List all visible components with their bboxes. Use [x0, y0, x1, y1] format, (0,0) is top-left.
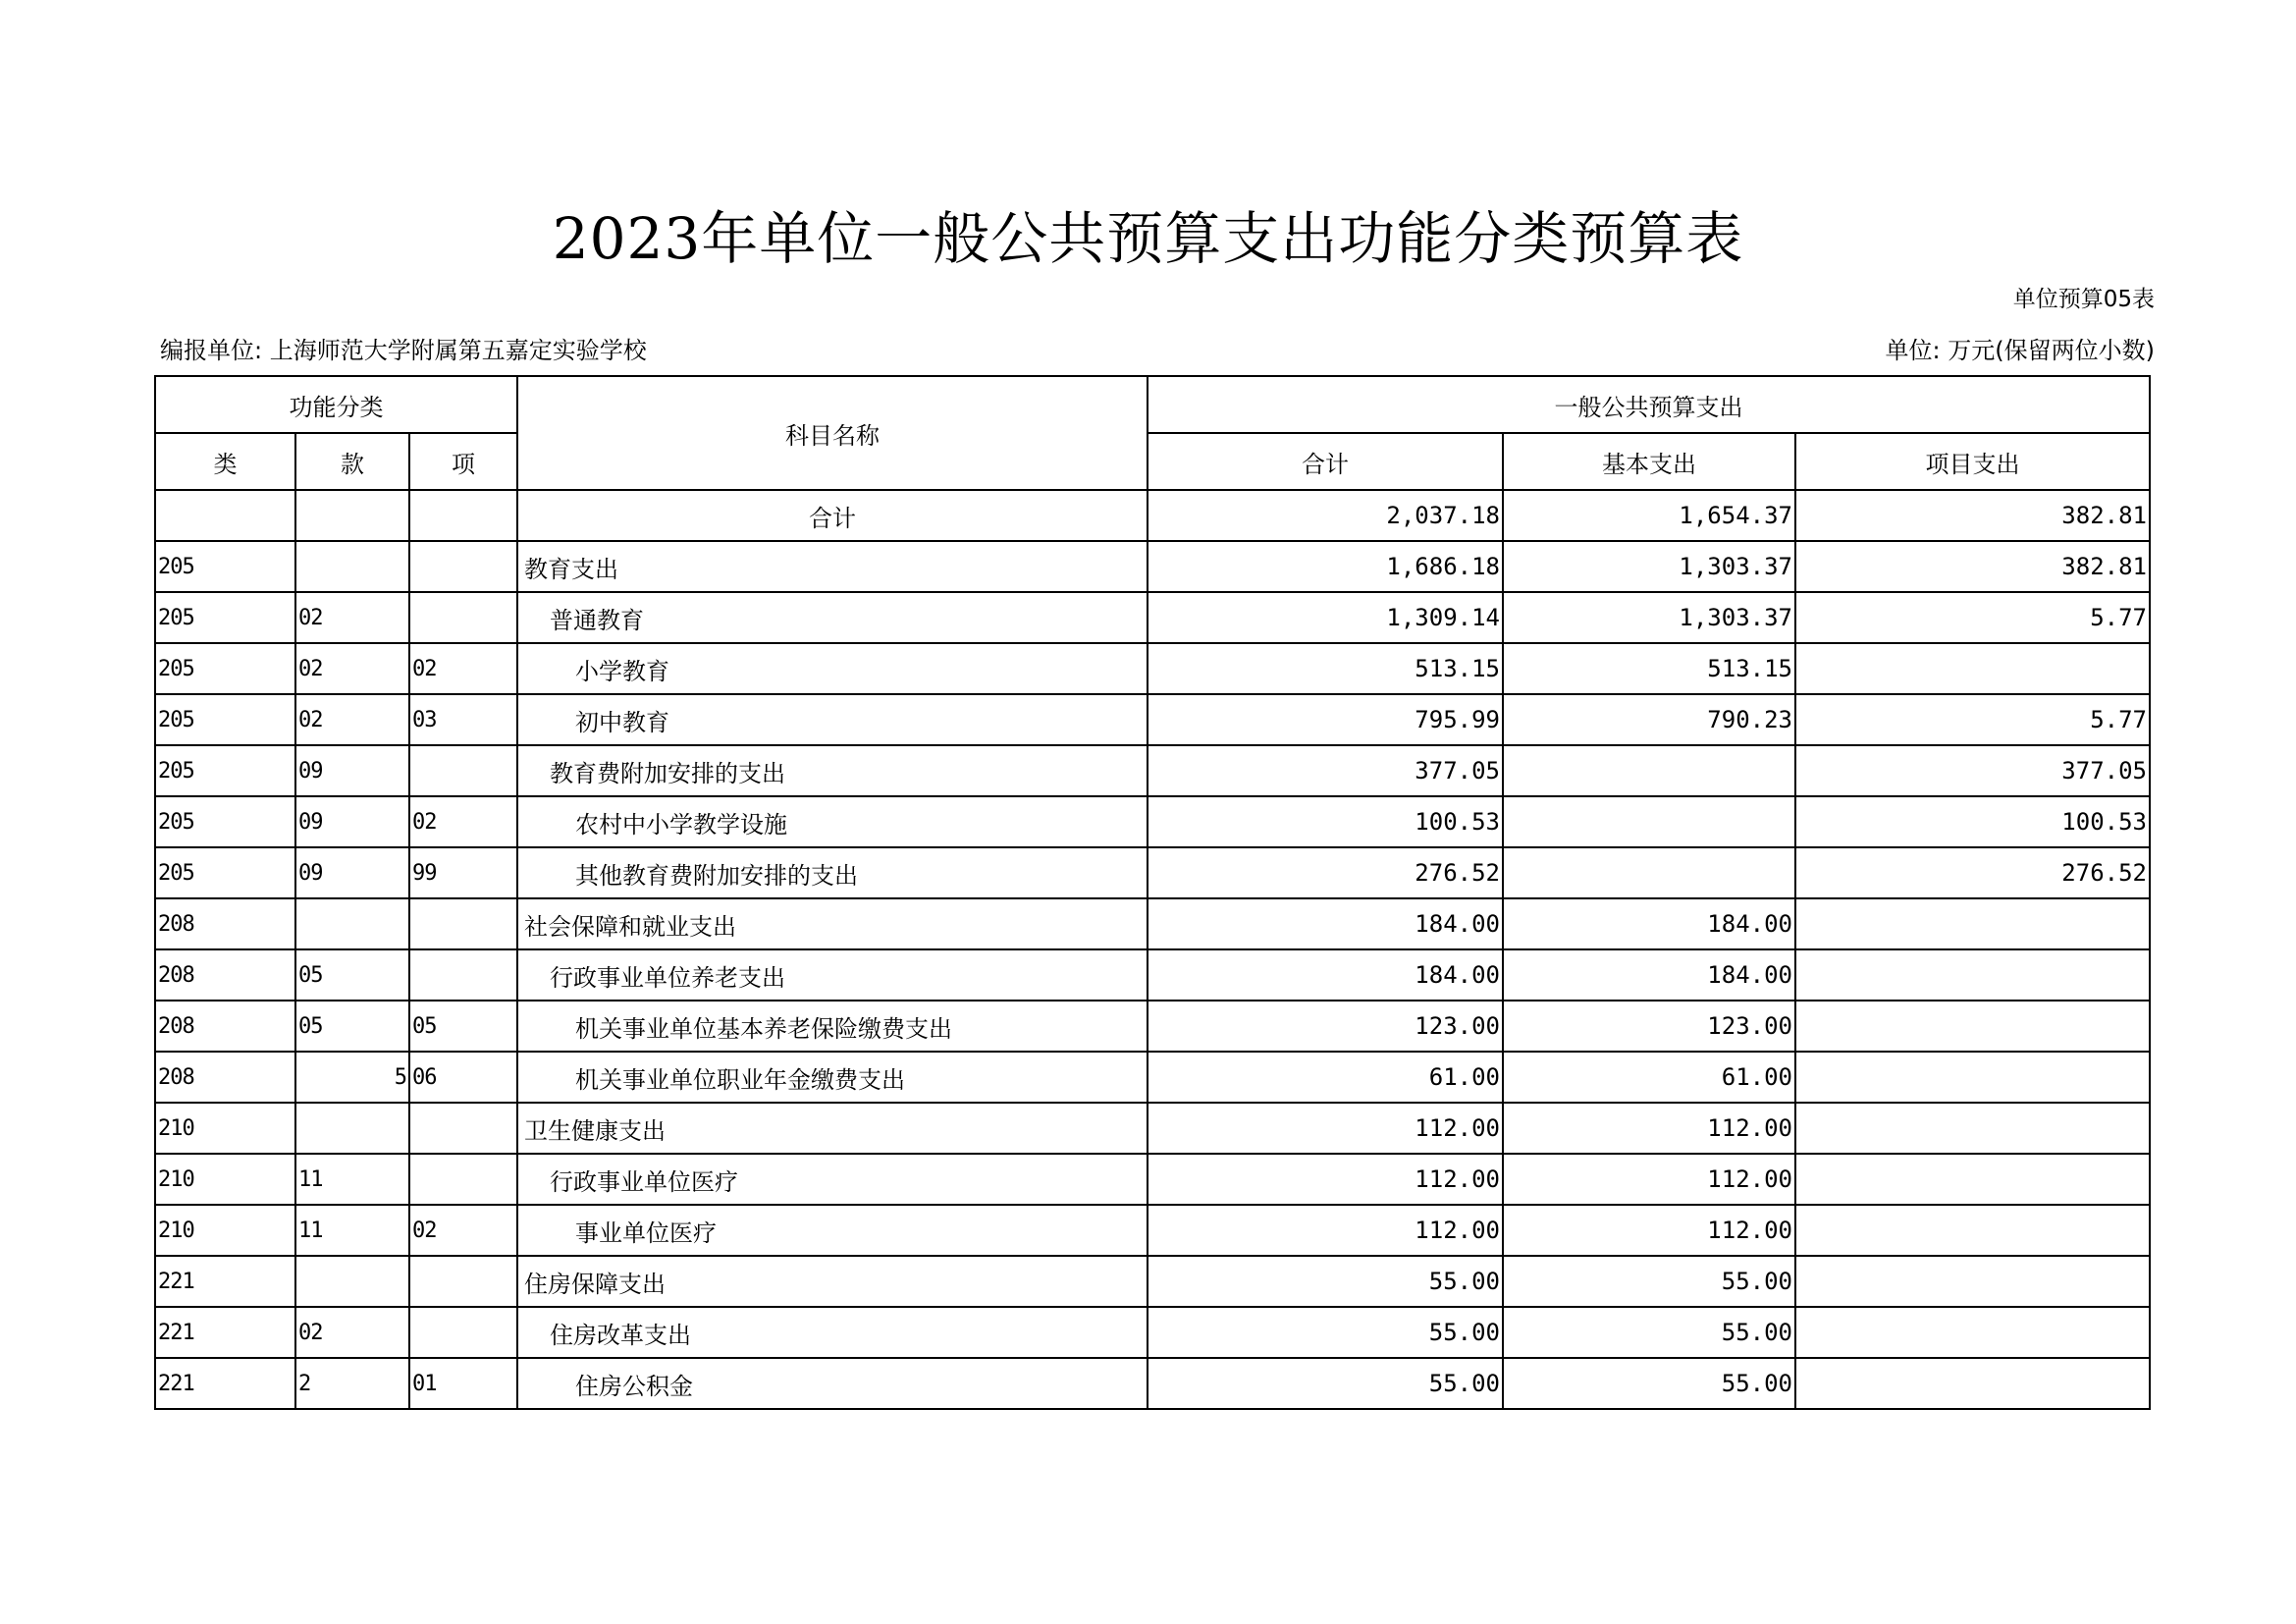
table-row	[155, 541, 2150, 592]
total-cell: 795.99	[1148, 694, 1503, 745]
total-cell: 100.53	[1148, 796, 1503, 847]
lei-cell: 221	[155, 1256, 295, 1307]
kuan-cell	[295, 898, 409, 949]
basic-cell: 112.00	[1503, 1205, 1795, 1256]
lei-cell: 208	[155, 1001, 295, 1052]
total-cell: 55.00	[1148, 1358, 1503, 1409]
project-cell	[1795, 1256, 2150, 1307]
project-cell: 276.52	[1795, 847, 2150, 898]
basic-cell: 790.23	[1503, 694, 1795, 745]
kuan-cell: 2	[295, 1358, 409, 1409]
subject-name-cell: 行政事业单位养老支出	[517, 949, 1148, 1001]
xiang-cell	[409, 592, 517, 643]
kuan-cell: 11	[295, 1154, 409, 1205]
basic-cell: 55.00	[1503, 1358, 1795, 1409]
table-row	[155, 949, 2150, 1001]
kuan-cell	[295, 1256, 409, 1307]
subject-name-cell: 机关事业单位基本养老保险缴费支出	[517, 1001, 1148, 1052]
lei-cell: 221	[155, 1358, 295, 1409]
total-project: 382.81	[1795, 490, 2150, 541]
basic-cell: 184.00	[1503, 949, 1795, 1001]
lei-cell: 221	[155, 1307, 295, 1358]
lei-cell: 210	[155, 1154, 295, 1205]
lei-cell: 208	[155, 949, 295, 1001]
subject-name-cell: 社会保障和就业支出	[517, 898, 1148, 949]
total-cell: 184.00	[1148, 949, 1503, 1001]
project-cell: 377.05	[1795, 745, 2150, 796]
xiang-cell: 06	[409, 1052, 517, 1103]
basic-cell: 112.00	[1503, 1103, 1795, 1154]
lei-cell: 210	[155, 1205, 295, 1256]
lei-cell: 208	[155, 898, 295, 949]
subject-name-cell: 事业单位医疗	[517, 1205, 1148, 1256]
total-cell: 55.00	[1148, 1256, 1503, 1307]
table-row	[155, 1307, 2150, 1358]
kuan-cell: 09	[295, 745, 409, 796]
subject-name-cell: 住房公积金	[517, 1358, 1148, 1409]
subject-name-cell: 教育支出	[517, 541, 1148, 592]
total-name: 合计	[517, 490, 1148, 541]
project-cell	[1795, 949, 2150, 1001]
subject-name-cell: 其他教育费附加安排的支出	[517, 847, 1148, 898]
subject-name-cell: 机关事业单位职业年金缴费支出	[517, 1052, 1148, 1103]
xiang-cell: 05	[409, 1001, 517, 1052]
total-xiang	[409, 490, 517, 541]
subject-name-cell: 小学教育	[517, 643, 1148, 694]
subject-name-cell: 住房改革支出	[517, 1307, 1148, 1358]
subject-name-cell: 初中教育	[517, 694, 1148, 745]
basic-cell: 123.00	[1503, 1001, 1795, 1052]
compiling-unit: 编报单位: 上海师范大学附属第五嘉定实验学校	[160, 337, 647, 364]
table-row	[155, 745, 2150, 796]
lei-cell: 205	[155, 796, 295, 847]
header-lei: 类	[155, 433, 295, 490]
xiang-cell	[409, 1256, 517, 1307]
basic-cell: 513.15	[1503, 643, 1795, 694]
basic-cell	[1503, 796, 1795, 847]
table-row	[155, 1358, 2150, 1409]
total-lei	[155, 490, 295, 541]
total-kuan	[295, 490, 409, 541]
basic-cell: 184.00	[1503, 898, 1795, 949]
kuan-cell: 02	[295, 1307, 409, 1358]
subject-name-cell: 卫生健康支出	[517, 1103, 1148, 1154]
total-cell: 276.52	[1148, 847, 1503, 898]
table-row	[155, 592, 2150, 643]
header-row-2	[155, 433, 2150, 490]
total-cell: 1,309.14	[1148, 592, 1503, 643]
kuan-cell: 05	[295, 1001, 409, 1052]
lei-cell: 205	[155, 694, 295, 745]
total-cell: 61.00	[1148, 1052, 1503, 1103]
project-cell: 5.77	[1795, 592, 2150, 643]
header-budget-group: 一般公共预算支出	[1148, 376, 2150, 433]
lei-cell: 205	[155, 643, 295, 694]
xiang-cell: 02	[409, 643, 517, 694]
header-basic: 基本支出	[1503, 433, 1795, 490]
project-cell	[1795, 643, 2150, 694]
total-cell: 112.00	[1148, 1154, 1503, 1205]
subject-name-cell: 教育费附加安排的支出	[517, 745, 1148, 796]
xiang-cell: 03	[409, 694, 517, 745]
xiang-cell: 02	[409, 1205, 517, 1256]
xiang-cell	[409, 898, 517, 949]
header-total: 合计	[1148, 433, 1503, 490]
budget-table	[154, 375, 2151, 1410]
lei-cell: 205	[155, 745, 295, 796]
basic-cell	[1503, 847, 1795, 898]
project-cell: 382.81	[1795, 541, 2150, 592]
total-cell: 184.00	[1148, 898, 1503, 949]
kuan-cell: 05	[295, 949, 409, 1001]
table-row	[155, 694, 2150, 745]
subject-name-cell: 行政事业单位医疗	[517, 1154, 1148, 1205]
xiang-cell	[409, 1154, 517, 1205]
kuan-cell: 02	[295, 694, 409, 745]
page-title: 2023年单位一般公共预算支出功能分类预算表	[552, 205, 1744, 272]
header-project: 项目支出	[1795, 433, 2150, 490]
subject-name-cell: 住房保障支出	[517, 1256, 1148, 1307]
xiang-cell	[409, 745, 517, 796]
kuan-cell: 09	[295, 796, 409, 847]
total-cell: 1,686.18	[1148, 541, 1503, 592]
header-func-class: 功能分类	[155, 376, 517, 433]
xiang-cell: 99	[409, 847, 517, 898]
table-row	[155, 1256, 2150, 1307]
project-cell	[1795, 1052, 2150, 1103]
header-xiang: 项	[409, 433, 517, 490]
table-row	[155, 1205, 2150, 1256]
project-cell: 100.53	[1795, 796, 2150, 847]
table-row	[155, 847, 2150, 898]
total-basic: 1,654.37	[1503, 490, 1795, 541]
xiang-cell	[409, 1307, 517, 1358]
project-cell	[1795, 1154, 2150, 1205]
basic-cell	[1503, 745, 1795, 796]
kuan-cell: 02	[295, 643, 409, 694]
xiang-cell	[409, 541, 517, 592]
total-row	[155, 490, 2150, 541]
subject-name-cell: 普通教育	[517, 592, 1148, 643]
total-cell: 513.15	[1148, 643, 1503, 694]
kuan-cell: 5	[295, 1052, 409, 1103]
basic-cell: 55.00	[1503, 1256, 1795, 1307]
project-cell	[1795, 1103, 2150, 1154]
kuan-cell	[295, 541, 409, 592]
kuan-cell: 11	[295, 1205, 409, 1256]
project-cell	[1795, 1205, 2150, 1256]
basic-cell: 55.00	[1503, 1307, 1795, 1358]
table-row	[155, 1052, 2150, 1103]
kuan-cell	[295, 1103, 409, 1154]
header-subject-name: 科目名称	[517, 376, 1148, 490]
project-cell	[1795, 1358, 2150, 1409]
table-row	[155, 898, 2150, 949]
lei-cell: 208	[155, 1052, 295, 1103]
lei-cell: 205	[155, 847, 295, 898]
basic-cell: 61.00	[1503, 1052, 1795, 1103]
basic-cell: 1,303.37	[1503, 592, 1795, 643]
total-total: 2,037.18	[1148, 490, 1503, 541]
table-row	[155, 1154, 2150, 1205]
lei-cell: 205	[155, 541, 295, 592]
project-cell	[1795, 1001, 2150, 1052]
lei-cell: 205	[155, 592, 295, 643]
header-kuan: 款	[295, 433, 409, 490]
project-cell: 5.77	[1795, 694, 2150, 745]
lei-cell: 210	[155, 1103, 295, 1154]
kuan-cell: 02	[295, 592, 409, 643]
basic-cell: 1,303.37	[1503, 541, 1795, 592]
unit-note: 单位: 万元(保留两位小数)	[1885, 337, 2155, 364]
basic-cell: 112.00	[1503, 1154, 1795, 1205]
subject-name-cell: 农村中小学教学设施	[517, 796, 1148, 847]
table-row	[155, 643, 2150, 694]
total-cell: 112.00	[1148, 1205, 1503, 1256]
total-cell: 112.00	[1148, 1103, 1503, 1154]
header-row-1	[155, 376, 2150, 433]
project-cell	[1795, 898, 2150, 949]
xiang-cell	[409, 1103, 517, 1154]
table-row	[155, 1103, 2150, 1154]
total-cell: 123.00	[1148, 1001, 1503, 1052]
total-cell: 377.05	[1148, 745, 1503, 796]
xiang-cell: 02	[409, 796, 517, 847]
table-row	[155, 796, 2150, 847]
form-number: 单位预算05表	[2012, 287, 2155, 312]
table-row	[155, 1001, 2150, 1052]
kuan-cell: 09	[295, 847, 409, 898]
xiang-cell	[409, 949, 517, 1001]
xiang-cell: 01	[409, 1358, 517, 1409]
project-cell	[1795, 1307, 2150, 1358]
total-cell: 55.00	[1148, 1307, 1503, 1358]
